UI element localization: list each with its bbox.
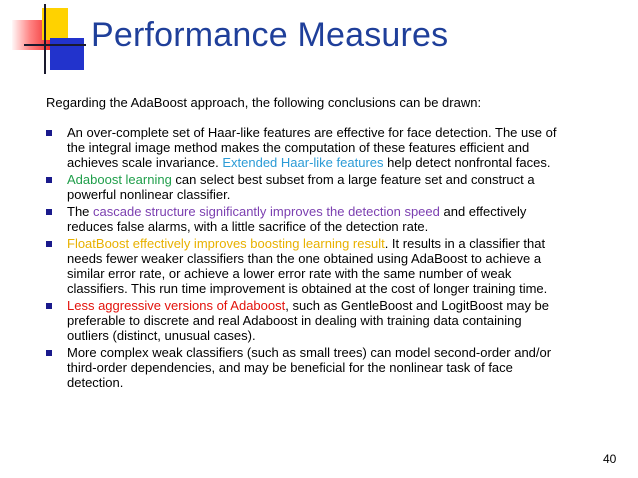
bullet-line: More complex weak classifiers (such as small trees) can model second-order and/or [67,345,552,360]
highlight-less-aggressive: Less aggressive versions of Adaboost [67,298,286,313]
bullet-item-cascade-structure [0,204,615,234]
bullet-line [67,236,615,251]
bullet-item-adaboost-learning [0,172,615,202]
page-number: 40 [603,452,617,466]
bullet-line [67,298,615,313]
colored-blocks-logo-icon [0,0,80,80]
bullet-line: preferable to discrete and real Adaboost in dealing with training data containing [67,313,522,328]
bullet-item-complex-weak-classifiers [0,345,615,390]
logo-vertical-line [44,4,46,74]
bullet-text: , such as GentleBoost and LogitBoost may be [285,298,550,313]
square-bullet-icon [46,241,52,247]
bullet-item-floatboost [0,236,615,296]
bullet-line [67,172,615,187]
square-bullet-icon [46,130,52,136]
bullet-text: help detect nonfrontal faces. [383,155,551,170]
highlight-cascade-structure: cascade structure significantly improves the detection speed [93,204,440,219]
intro-text: Regarding the AdaBoost approach, the following conclusions can be drawn: [46,95,482,110]
bullet-list [0,125,615,392]
slide-title: Performance Measures [91,16,449,54]
bullet-line: similar error rate, or achieve a lower error rate with the same number of weak [67,266,512,281]
logo-horizontal-line [24,44,86,46]
bullet-line: outliers (distinct, unusual cases). [67,328,256,343]
bullet-line [67,155,615,170]
square-bullet-icon [46,209,52,215]
bullet-text: and effectively [439,204,527,219]
bullet-item-haar-features [0,125,615,170]
highlight-extended-haar: Extended Haar-like features [222,155,384,170]
bullet-line: reduces false alarms, with a little sacrifice of the detection rate. [67,219,429,234]
bullet-line: the integral image method makes the computation of these features efficient and [67,140,530,155]
bullet-line: classifiers. This run time improvement is obtained at the cost of longer training time. [67,281,548,296]
logo-blue-block [50,38,84,70]
bullet-line: An over-complete set of Haar-like features are effective for face detection. The use of [67,125,557,140]
bullet-text: The [67,204,94,219]
square-bullet-icon [46,177,52,183]
bullet-text: achieves scale invariance. [67,155,223,170]
bullet-text: can select best subset from a large feature set and construct a [171,172,535,187]
square-bullet-icon [46,350,52,356]
highlight-adaboost-learning: Adaboost learning [67,172,172,187]
bullet-item-less-aggressive [0,298,615,343]
square-bullet-icon [46,303,52,309]
bullet-line: needs fewer weaker classifiers than the one obtained using AdaBoost to achieve a [67,251,542,266]
bullet-line [67,204,615,219]
bullet-line: detection. [67,375,124,390]
highlight-floatboost: FloatBoost effectively improves boosting learning result [67,236,385,251]
bullet-line: powerful nonlinear classifier. [67,187,231,202]
bullet-line: third-order dependencies, and may be beneficial for the nonlinear task of face [67,360,513,375]
bullet-text: . It results in a classifier that [384,236,546,251]
